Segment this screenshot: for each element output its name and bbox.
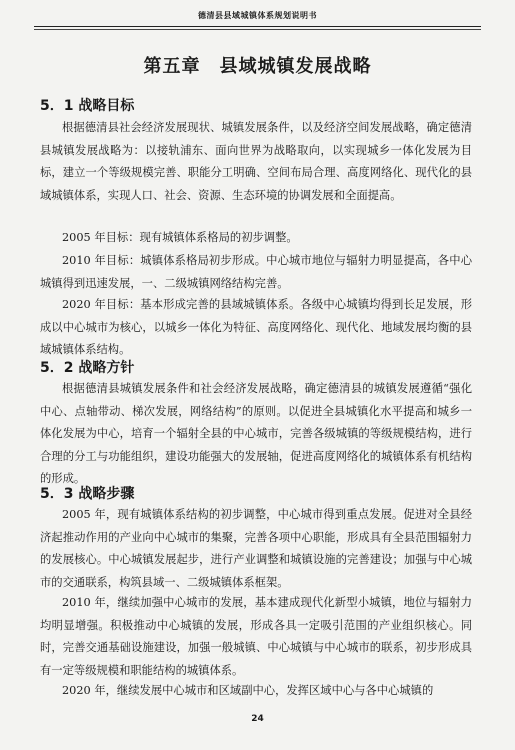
paragraph-goal-2020: 2020 年目标：基本形成完善的县域城镇体系。各级中心城镇均得到长足发展，形成以中心城市为核心，以城乡一体化为特征、高度网络化、现代化、地域发展均衡的县域城镇体系结构。 [40, 298, 472, 357]
section-heading-5-1: 5．1 战略目标 [40, 98, 135, 114]
header-rule-thin [34, 29, 481, 30]
paragraph-steps-2005: 2005 年，现有城镇体系结构的初步调整，中心城市得到重点发展。促进对全县经济起推动作用的产业向中心城市的集聚，完善各项中心职能，形成具有全县范围辐射力的发展核心。中心城镇发展起步，进行产业调整和城镇设施的完善建设；加强与中心城市的交通联系，构筑县域一、二级城镇体系框架。 [40, 508, 472, 589]
section-heading-5-3: 5．3 战略步骤 [40, 486, 135, 502]
chapter-title: 第五章 县域城镇发展战略 [143, 56, 372, 77]
section-heading-5-2: 5．2 战略方针 [40, 360, 135, 376]
paragraph-goal-2010: 2010 年目标：城镇体系格局初步形成。中心城市地位与辐射力明显提高，各中心城镇得到迅速发展，一、二级城镇网络结构完善。 [40, 254, 472, 290]
paragraph-steps-2010: 2010 年，继续加强中心城市的发展，基本建成现代化新型小城镇，地位与辐射力均明显增强。积极推动中心城镇的发展，形成各具一定吸引范围的产业组织核心。同时，完善交通基础设施建设，加强一般城镇、中心城镇与中心城市的联系，初步形成具有一定等级规模和职能结构的城镇体系。 [40, 596, 472, 677]
page-number: 24 [251, 714, 264, 724]
paragraph-steps-2020: 2020 年，继续发展中心城市和区域副中心，发挥区域中心与各中心城镇的 [62, 684, 434, 697]
paragraph-goal-2005: 2005 年目标：现有城镇体系格局的初步调整。 [62, 231, 298, 244]
running-header: 德清县县域城镇体系规划说明书 [198, 11, 317, 20]
paragraph-strategy-policy: 根据德清县城镇发展条件和社会经济发展战略，确定德清县的城镇发展遵循“强化中心、点轴带动、梯次发展，网络结构”的原则。以促进全县城镇化水平提高和城乡一体化发展为中心，培育一个辐射全县的中心城市，完善各级城镇的等级规模结构，进行合理的分工与功能组织，建设功能强大的发展轴，促进高度网络化的城镇体系有机结构的形成。 [40, 382, 472, 486]
header-rule [34, 26, 481, 27]
paragraph-strategy-goal: 根据德清县社会经济发展现状、城镇发展条件，以及经济空间发展战略，确定德清县城镇发展战略为：以接轨浦东、面向世界为战略取向，以实现城乡一体化发展为目标，建立一个等级规模完善、职能分工明确、空间布局合理、高度网络化、现代化的县域城镇体系，实现人口、社会、资源、生态环境的协调发展和全面提高。 [40, 121, 472, 202]
